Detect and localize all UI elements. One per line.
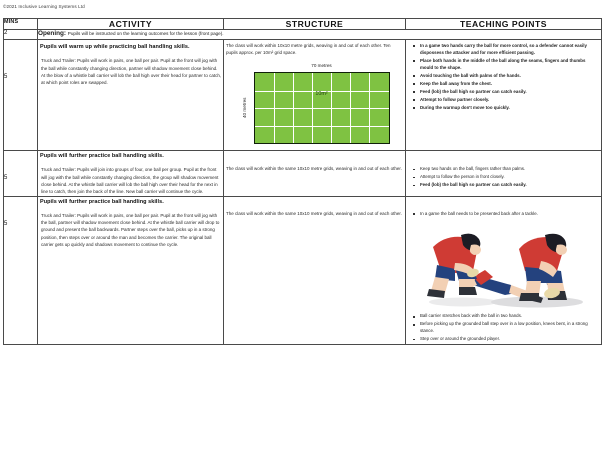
table-row-activity-3 [4,196,602,345]
list-item: Feed (lob) the ball high so partner can catch easily. [420,182,598,189]
list-item: Before picking up the grounded ball step over in a low position, knees bent, in a strong stance. [420,321,598,335]
list-item: In a game the ball needs to be presented back after a tackle. [420,211,598,218]
activity-cell [38,196,224,345]
activity-description: Truck and Trailer: Pupils will work in pairs, one ball per pair. Pupil at the front will jog with the ball while constantly changing direction, partner will shadow movement close behind. At the blow of a whistle ball carrier will lob the ball high over their head for partner to catch, at which point roles are swapped. [41,58,222,86]
teaching-points-list-bottom [406,313,601,343]
activity-cell [38,39,224,150]
activity-title: Pupils will further practice ball handling skills. [40,153,164,160]
supporting-player-right [519,234,567,301]
activity-cell [38,151,224,196]
column-header-activity: ACTIVITY [38,19,224,30]
list-item: During the warmup don't move too quickly. [420,105,598,112]
diagram-cell-area-label: 10m² [315,91,328,98]
structure-description: The class will work within 10x10 metre grids, weaving in and out of each other. Ten pupils approx. per 10m² grid space. [226,42,391,56]
lesson-plan-table [3,18,602,345]
activity-title: Pupils will warm up while practicing ball handling skills. [40,43,190,50]
activity-description: Truck and Trailer: Pupils will work in pairs, one ball per pair. Pupil at the front will jog with the ball, partner will shadow movement close behind. At the whistle ball carrier will drop to ground and present the ball backwards. Partner steps over the ball, picks up in a strong position, then steps over or around the man and becomes the carrier. The original ball carrier gets up quickly and shadows movement to continue the cycle. [41,212,220,247]
table-row-opening [4,30,602,40]
list-item: In a game two hands carry the ball for more control, so a defender cannot easily dispossess the attacker and for more efficient passing. [420,43,598,57]
mins-value: 5 [4,196,38,345]
activity-title: Pupils will further practice ball handling skills. [40,198,164,205]
rugby-ball-presentation-illustration [415,223,593,309]
opening-label: Opening: [38,30,67,37]
list-item: Avoid touching the ball with palms of the hands. [420,73,598,80]
activity-description: Truck and Trailer: Pupils will join into groups of four, one ball per group. Pupil at the front will jog with the ball while constantly changing direction, the group will shadow movement close behind. At the whistle ball carrier will lob the ball high over their head for the next in line to catch, then join the back of the line. New ball carrier will continue the cycle. [41,167,219,195]
list-item: Step over or around the grounded player. [420,336,598,343]
structure-cell [224,196,406,345]
teaching-points-cell [406,196,602,345]
diagram-top-dimension-label: 70 metres [311,63,332,69]
structure-cell [224,39,406,150]
list-item: Keep two hands on the ball, fingers rather than palms. [420,166,598,173]
mins-value: 5 [4,39,38,150]
table-row-activity-2 [4,151,602,196]
supporting-player-left [427,234,481,298]
mins-value: 5 [4,151,38,196]
pitch-rectangle [254,72,390,144]
list-item: Keep the ball away from the chest. [420,81,598,88]
list-item: Place both hands in the middle of the ball along the seams, fingers and thumbs mould to the shape. [420,58,598,72]
teaching-points-list [406,166,601,189]
column-header-mins: MINS [4,19,38,30]
list-item: Attempt to follow the person in front closely. [420,174,598,181]
list-item: Ball carrier stretches back with the ball in two hands. [420,313,598,320]
pitch-grid-diagram [240,63,390,144]
structure-cell [224,151,406,196]
column-header-structure: STRUCTURE [224,19,406,30]
list-item: Attempt to follow partner closely. [420,97,598,104]
teaching-points-list [406,43,601,112]
copyright-notice: ©2021 Inclusive Learning Systems Ltd [3,4,85,9]
table-row-activity-1 [4,39,602,150]
opening-text: Pupils will be instructed on the learning outcomes for the lesson (front page). [67,31,224,36]
diagram-left-dimension-label: 40 metres [241,98,247,119]
teaching-points-list-top [406,211,601,218]
column-header-teaching-points: TEACHING POINTS [406,19,602,30]
structure-description: The class will work within the same 10x10 metre grids, weaving in and out of each other. [226,210,402,216]
teaching-points-cell [406,39,602,150]
mins-value: 2 [4,30,38,40]
teaching-points-cell [406,151,602,196]
structure-description: The class will work within the same 10x10 metre grids, weaving in and out of each other. [226,166,402,172]
table-header-row [4,19,602,30]
opening-cell [38,30,602,40]
list-item: Feed (lob) the ball high so partner can catch easily. [420,89,598,96]
